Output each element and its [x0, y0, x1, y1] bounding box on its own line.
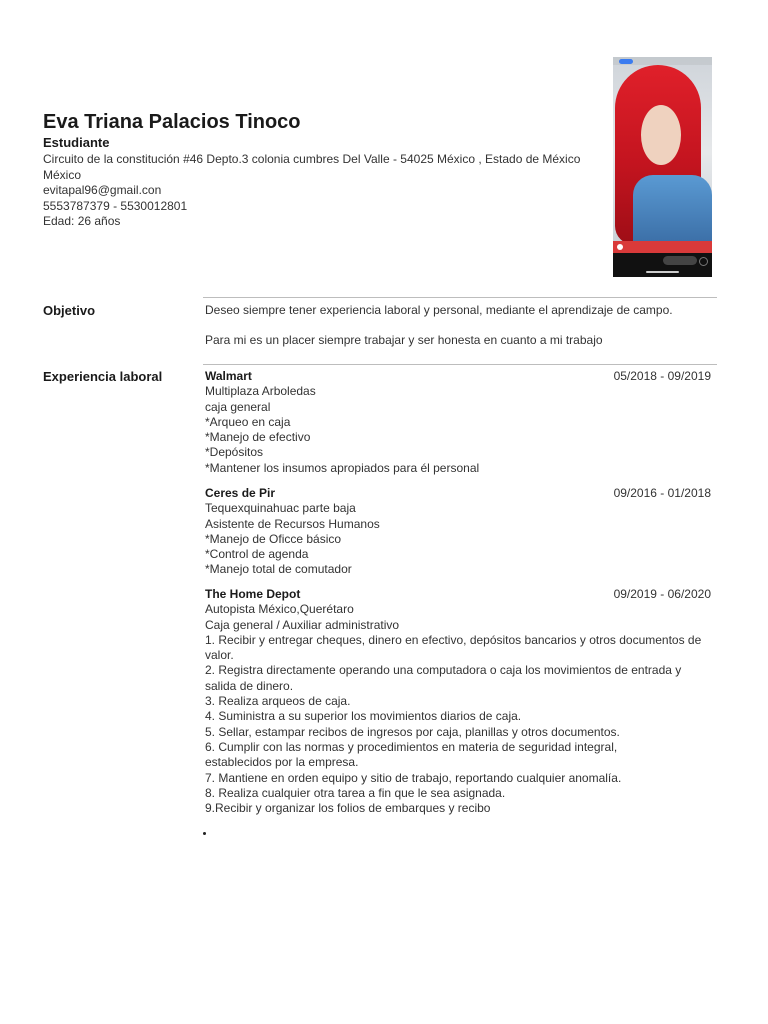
job-line: 4. Suministra a su superior los movimientos diarios de caja. [205, 709, 522, 724]
job-line: 9.Recibir y organizar los folios de embarques y recibo [205, 801, 491, 816]
job-line: 2. Registra directamente operando una computadora o caja los movimientos de entrada y salida de dinero. [205, 663, 682, 693]
job-line: *Manejo de Oficce básico [205, 531, 342, 546]
objective-text [205, 303, 715, 349]
job-line: Autopista México,Querétaro [205, 602, 354, 617]
job-line: *Mantener los insumos apropiados para él personal [205, 460, 480, 475]
job-line: Caja general / Auxiliar administrativo [205, 617, 400, 632]
job-dates: 09/2019 - 06/2020 [613, 587, 711, 601]
job-dates: 05/2018 - 09/2019 [613, 369, 711, 383]
objective-paragraph: Para mi es un placer siempre trabajar y ser honesta en cuanto a mi trabajo [205, 333, 603, 348]
job-entry [205, 369, 715, 476]
experience-title: Experiencia laboral [43, 369, 163, 384]
job-company: The Home Depot [205, 587, 301, 601]
job-line: *Control de agenda [205, 547, 309, 562]
home-indicator [646, 271, 679, 273]
job-line: *Manejo de efectivo [205, 430, 311, 445]
job-line: Asistente de Recursos Humanos [205, 516, 380, 531]
job-line: 8. Realiza cualquier otra tarea a fin que le sea asignada. [205, 785, 506, 800]
candidate-name: Eva Triana Palacios Tinoco [43, 111, 301, 133]
job-line: 5. Sellar, estampar recibos de ingresos por caja, planillas y otros documentos. [205, 724, 620, 739]
notification-banner [613, 241, 712, 253]
pill-button-icon [663, 256, 697, 265]
job-line: caja general [205, 399, 271, 414]
job-entry [205, 486, 715, 578]
email-text: evitapal96@gmail.con [43, 183, 162, 197]
address-country: México [43, 167, 82, 182]
job-dates: 09/2016 - 01/2018 [613, 486, 711, 500]
job-company: Walmart [205, 369, 252, 383]
job-line: 6. Cumplir con las normas y procedimientos en materia de seguridad integral, establecidos por la empresa. [205, 739, 618, 770]
job-line: *Depósitos [205, 445, 264, 460]
job-line: *Manejo total de comutador [205, 562, 352, 577]
job-line: 1. Recibir y entregar cheques, dinero en efectivo, depósitos bancarios y otros documentos de valor. [205, 632, 702, 663]
bullet-dot-icon [203, 832, 206, 835]
job-line: *Arqueo en caja [205, 414, 291, 429]
job-entry [205, 587, 715, 816]
circle-icon [699, 257, 708, 266]
objective-title: Objetivo [43, 303, 96, 318]
contact-block [43, 152, 603, 230]
age-text: Edad: 26 años [43, 214, 121, 228]
alert-icon [617, 244, 623, 250]
candidate-role: Estudiante [43, 135, 110, 150]
job-line: Multiplaza Arboledas [205, 384, 316, 399]
job-line: Tequexquinahuac parte baja [205, 501, 356, 516]
phone-text: 5553787379 - 5530012801 [43, 198, 188, 213]
profile-photo [613, 57, 712, 277]
job-company: Ceres de Pir [205, 486, 276, 500]
status-clock-icon [619, 59, 633, 64]
job-line: 7. Mantiene en orden equipo y sitio de trabajo, reportando cualquier anomalía. [205, 770, 622, 785]
job-line: 3. Realiza arqueos de caja. [205, 694, 351, 709]
objective-paragraph: Deseo siempre tener experiencia laboral y personal, mediante el aprendizaje de campo. [205, 303, 673, 317]
address-line: Circuito de la constitución #46 Depto.3 colonia cumbres Del Valle - 54025 México , Estado de México [43, 152, 581, 166]
section-divider [203, 364, 717, 365]
section-divider [203, 297, 717, 298]
